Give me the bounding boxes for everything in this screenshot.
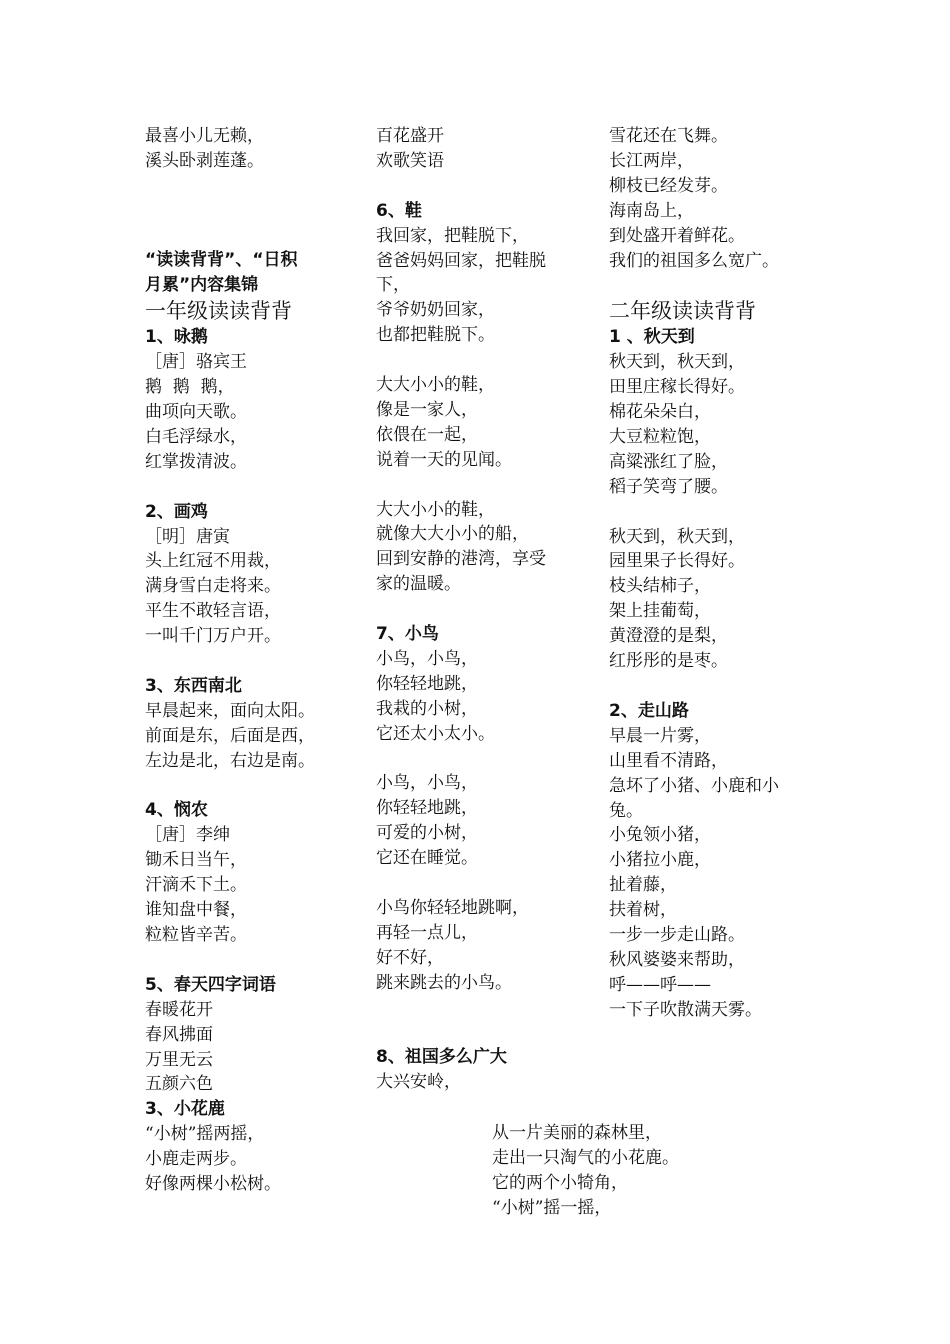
text-line: 小鸟，小鸟， (376, 773, 478, 794)
text-line: 溪头卧剥莲蓬。 (145, 150, 264, 171)
poem-title: 1 、秋天到 (609, 327, 695, 348)
blank-line (376, 1021, 576, 1046)
text-line: 大大小小的鞋， (376, 375, 495, 396)
text-line: 高粱涨红了脸， (609, 451, 728, 472)
blank-line (145, 948, 345, 973)
text-line: 它的两个小犄角， (492, 1172, 628, 1193)
text-line: 小鸟你轻轻地跳啊， (376, 898, 529, 918)
text-line: 汗滴禾下土。 (145, 875, 247, 896)
column-4 (492, 1121, 752, 1221)
text-line: 长江两岸， (609, 150, 694, 171)
text-line: 再轻一点儿， (376, 922, 478, 943)
text-line: 大大小小的鞋， (376, 499, 495, 520)
text-line: 小鹿走两步。 (145, 1149, 247, 1170)
text-line: 红掌拨清波。 (145, 451, 247, 472)
text-line: 曲项向天歌。 (145, 402, 247, 423)
text-line: 小鸟，小鸟， (376, 648, 478, 669)
text-line: 平生不敢轻言语， (145, 601, 281, 622)
text-line: 扶着树， (609, 900, 677, 921)
text-line: 小兔领小猪， (609, 825, 711, 846)
text-line: 红彤彤的是枣。 (609, 651, 728, 672)
blank-line (376, 871, 576, 896)
text-line: ［唐］骆宾王 (145, 352, 247, 373)
blank-line (145, 174, 345, 199)
text-line: “小树”摇两摇， (145, 1124, 265, 1145)
text-line: 枝头结柿子， (609, 576, 711, 597)
text-line: 爷爷奶奶回家， (376, 300, 495, 321)
text-line: 山里看不清路， (609, 750, 728, 771)
text-line: 你轻轻地跳， (376, 673, 478, 694)
text-line: 左边是北，右边是南。 (145, 750, 315, 771)
poem-title: 4、悯农 (145, 800, 208, 821)
text-line: 扯着藤， (609, 875, 677, 896)
blank-line (376, 174, 576, 199)
text-line: 园里果子长得好。 (609, 551, 745, 572)
section-heading: 一年级读读背背 (145, 299, 292, 324)
blank-line (609, 674, 809, 699)
text-line: 最喜小儿无赖， (145, 126, 264, 146)
poem-title: 5、春天四字词语 (145, 974, 276, 995)
text-line: 走出一只淘气的小花鹿。 (492, 1147, 679, 1168)
text-line: 我回家，把鞋脱下， (376, 225, 529, 246)
text-line: 好像两棵小松树。 (145, 1174, 281, 1195)
text-line: 回到安静的港湾，享受 (376, 549, 546, 570)
text-line: 稻子笑弯了腰。 (609, 476, 728, 497)
text-line: 也都把鞋脱下。 (376, 325, 495, 346)
text-line: 棉花朵朵白， (609, 402, 711, 423)
text-line: ［唐］李绅 (145, 825, 230, 846)
blank-line (376, 597, 576, 622)
text-line: 一叫千门万户开。 (145, 626, 281, 647)
text-line: 秋风婆婆来帮助， (609, 949, 745, 970)
text-line: 海南岛上， (609, 200, 694, 221)
poem-title: 8、祖国多么广大 (376, 1047, 507, 1068)
blank-line (609, 500, 809, 525)
text-line: 它还太小太小。 (376, 723, 495, 744)
poem-title: 月累”内容集锦 (145, 275, 259, 296)
text-line: 黄澄澄的是梨， (609, 626, 728, 647)
text-line: 大兴安岭， (376, 1072, 461, 1093)
poem-title: 7、小鸟 (376, 624, 439, 645)
text-line: 柳枝已经发芽。 (609, 175, 728, 196)
text-line: 小猪拉小鹿， (609, 850, 711, 871)
text-line: 我栽的小树， (376, 698, 478, 719)
text-line: 我们的祖国多么宽广。 (609, 250, 779, 271)
text-line: 早晨一片雾， (609, 725, 711, 746)
text-line: 谁知盘中餐， (145, 900, 247, 921)
text-line: 春暖花开 (145, 999, 213, 1020)
poem-title: 2、画鸡 (145, 501, 208, 522)
text-line: 春风拂面 (145, 1024, 213, 1045)
blank-line (145, 224, 345, 249)
section-heading: 二年级读读背背 (609, 299, 756, 324)
blank-line (145, 774, 345, 799)
text-line: 五颜六色 (145, 1074, 213, 1095)
text-line: 你轻轻地跳， (376, 798, 478, 819)
blank-line (145, 475, 345, 500)
text-line: 可爱的小树， (376, 823, 478, 844)
text-line: 跳来跳去的小鸟。 (376, 972, 512, 993)
poem-title: 3、小花鹿 (145, 1099, 225, 1120)
poem-title: 6、鞋 (376, 200, 422, 221)
text-line: 依偎在一起， (376, 424, 478, 445)
column-2 (376, 124, 576, 1095)
poem-title: “读读背背”、“日积 (145, 250, 298, 271)
text-line: 呼——呼—— (609, 974, 711, 995)
poem-title: 1、咏鹅 (145, 327, 208, 348)
blank-line (376, 348, 576, 373)
text-line: 从一片美丽的森林里， (492, 1123, 662, 1143)
text-line: 兔。 (609, 800, 643, 821)
text-line: 头上红冠不用裁， (145, 551, 281, 572)
text-line: ［明］唐寅 (145, 526, 230, 547)
text-line: 就像大大小小的船， (376, 524, 529, 545)
text-line: 一下子吹散满天雾。 (609, 999, 762, 1020)
text-line: 满身雪白走将来。 (145, 576, 281, 597)
blank-line (609, 273, 809, 298)
text-line: 爸爸妈妈回家，把鞋脱 (376, 250, 546, 271)
text-line: 鹅 鹅 鹅， (145, 377, 235, 398)
poem-title: 3、东西南北 (145, 675, 242, 696)
text-line: 秋天到，秋天到， (609, 526, 745, 547)
text-line: 它还在睡觉。 (376, 848, 478, 869)
text-line: 百花盛开 (376, 126, 444, 146)
text-line: 架上挂葡萄， (609, 601, 711, 622)
text-line: 雪花还在飞舞。 (609, 126, 728, 146)
text-line: 一步一步走山路。 (609, 925, 745, 946)
text-line: 好不好， (376, 947, 444, 968)
text-line: 粒粒皆辛苦。 (145, 925, 247, 945)
text-line: 家的温暖。 (376, 574, 461, 595)
blank-line (376, 747, 576, 772)
blank-line (145, 649, 345, 674)
text-line: 万里无云 (145, 1049, 213, 1070)
blank-line (376, 473, 576, 498)
column-1 (145, 124, 345, 1197)
text-line: 欢歌笑语 (376, 150, 444, 171)
blank-line (145, 199, 345, 224)
text-line: “小树”摇一摇， (492, 1197, 612, 1218)
column-3 (609, 124, 809, 1023)
text-line: 田里庄稼长得好。 (609, 377, 745, 398)
text-line: 早晨起来，面向太阳。 (145, 700, 315, 721)
text-line: 前面是东，后面是西， (145, 725, 315, 746)
text-line: 白毛浮绿水， (145, 426, 247, 447)
text-line: 像是一家人， (376, 399, 478, 420)
poem-title: 2、走山路 (609, 700, 689, 721)
text-line: 说着一天的见闻。 (376, 449, 512, 470)
text-line: 锄禾日当午， (145, 850, 247, 871)
text-line: 秋天到，秋天到， (609, 352, 745, 373)
text-line: 到处盛开着鲜花。 (609, 225, 745, 246)
text-line: 急坏了小猪、小鹿和小 (609, 775, 779, 796)
text-line: 下， (376, 275, 410, 296)
text-line: 大豆粒粒饱， (609, 426, 711, 447)
blank-line (376, 996, 576, 1021)
